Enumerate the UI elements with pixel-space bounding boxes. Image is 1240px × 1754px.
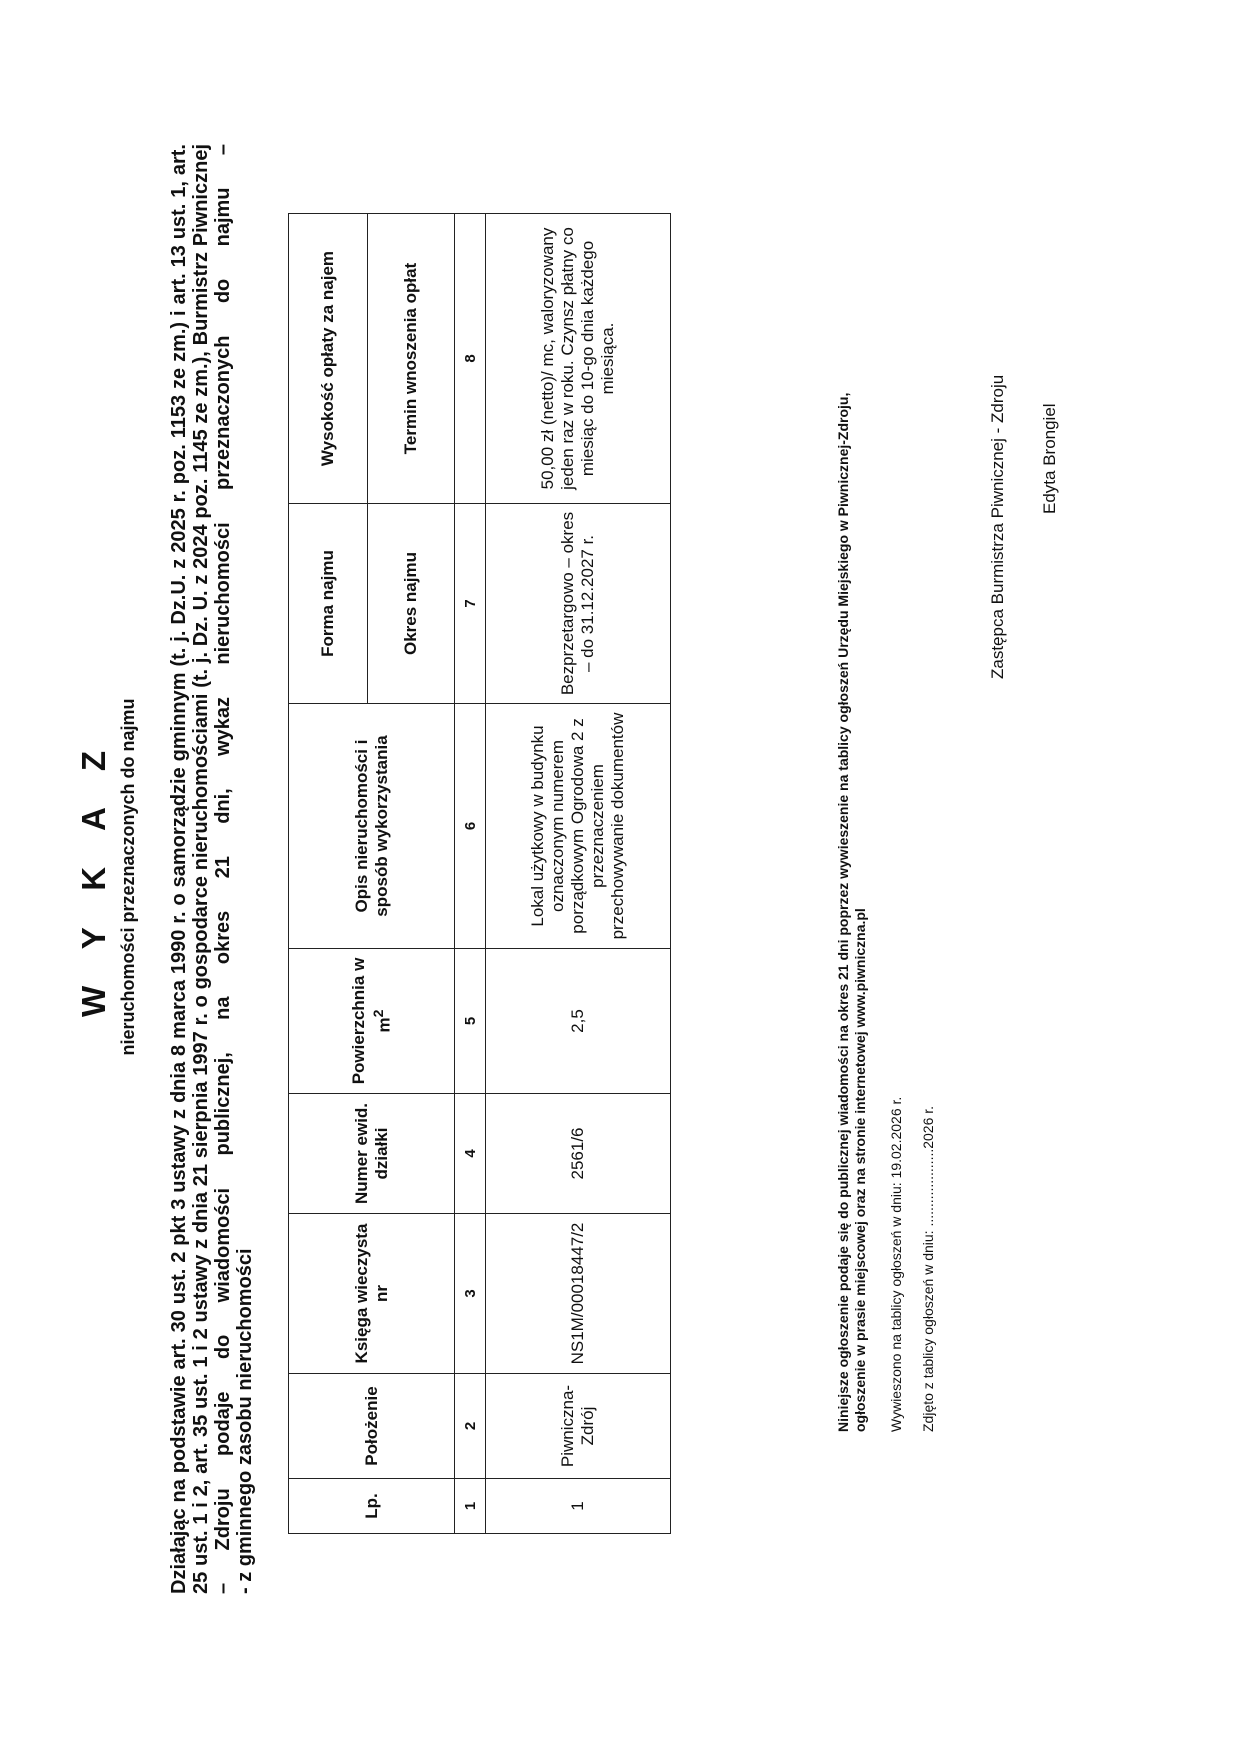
signature-name: Edyta Brongiel [1040,403,1059,514]
header-numer-dzialki: Numer ewid. działki [289,1094,455,1214]
header-lp: Lp. [289,1479,455,1534]
header-powierzchnia [289,949,455,1094]
header-powierzchnia-label: Powierzchnia w m [348,957,394,1085]
header-wysokosc-oplaty: Wysokość opłaty za najem [289,214,368,504]
column-number: 6 [455,704,486,949]
signature-role: Zastępca Burmistrza Piwnicznej - Zdroju [988,374,1007,679]
cell-ksiega-wieczysta: NS1M/00018447/2 [486,1214,671,1374]
cell-polozenie: Piwniczna-Zdrój [486,1374,671,1479]
intro-line-4: - z gminnego zasobu nieruchomości [234,1248,256,1594]
header-powierzchnia-superscript: 2 [370,1009,387,1018]
posted-date: Wywieszono na tablicy ogłoszeń w dniu: 19.02.2026 r. [888,1096,904,1432]
header-termin-oplat: Termin wnoszenia opłat [368,214,455,504]
column-number: 4 [455,1094,486,1214]
table-row [486,214,671,1534]
notice-line-2: ogłoszenie w prasie miejscowej oraz na stronie internetowej www.piwniczna.pl [852,908,868,1432]
column-number: 8 [455,214,486,504]
document-subtitle: nieruchomości przeznaczonych do najmu [118,698,138,1056]
column-number: 5 [455,949,486,1094]
header-forma-najmu: Forma najmu [289,504,368,704]
notice-line-1: Niniejsze ogłoszenie podaje się do publicznej wiadomości na okres 21 dni poprzez wywieszenie na tablicy ogłoszeń Urzędu Miejskiego w Piwnicznej-Zdroju, [835,392,851,1432]
removed-date: Zdjęto z tablicy ogłoszeń w dniu: ....................2026 r. [920,1105,936,1432]
column-number: 3 [455,1214,486,1374]
cell-okres-najmu: Bezprzetargowo – okres – do 31.12.2027 r. [486,504,671,704]
intro-line-2: i art. 13 ust. 1, art. 25 ust. 1 i 2, art. 35 ust. 1 i 2 ustawy z dnia 21 sierpnia 1997 r. o gospodarce nieruchomościami (t. j. Dz. U. z 2024 poz. 1145 ze zm.), [168,144,212,1594]
column-number: 1 [455,1479,486,1534]
document-title: W Y K A Z [75,737,112,1018]
cell-opis: Lokal użytkowy w budynku oznaczonym numerem porządkowym Ogrodowa 2 z przeznaczeniem przechowywanie dokumentów [486,704,671,949]
header-polozenie: Położenie [289,1374,455,1479]
cell-lp: 1 [486,1479,671,1534]
intro-paragraph [168,144,256,1594]
header-opis: Opis nieruchomości i sposób wykorzystania [289,704,455,949]
cell-powierzchnia: 2,5 [486,949,671,1094]
header-ksiega-wieczysta: Księga wieczysta nr [289,1214,455,1374]
header-okres-najmu: Okres najmu [368,504,455,704]
column-number: 2 [455,1374,486,1479]
column-number-row [455,214,486,1534]
publication-notice [835,132,869,1432]
column-number: 7 [455,504,486,704]
intro-line-1: Działając na podstawie art. 30 ust. 2 pkt 3 ustawy z dnia 8 marca 1990 r. o samorządzie gminnym (t. j. Dz.U. z 2025 r. poz. 1153 ze zm.) [168,321,190,1594]
property-table [288,213,671,1534]
cell-numer-dzialki: 2561/6 [486,1094,671,1214]
intro-line-3: Burmistrz Piwnicznej – Zdroju podaje do wiadomości publicznej, na okres 21 dni, wykaz nieruchomości przeznaczonych do najmu – [190,143,234,1594]
cell-termin-oplat: 50,00 zł (netto)/ mc, waloryzowany jeden raz w roku. Czynsz płatny co miesiąc do 10-go dnia każdego miesiąca. [486,214,671,504]
